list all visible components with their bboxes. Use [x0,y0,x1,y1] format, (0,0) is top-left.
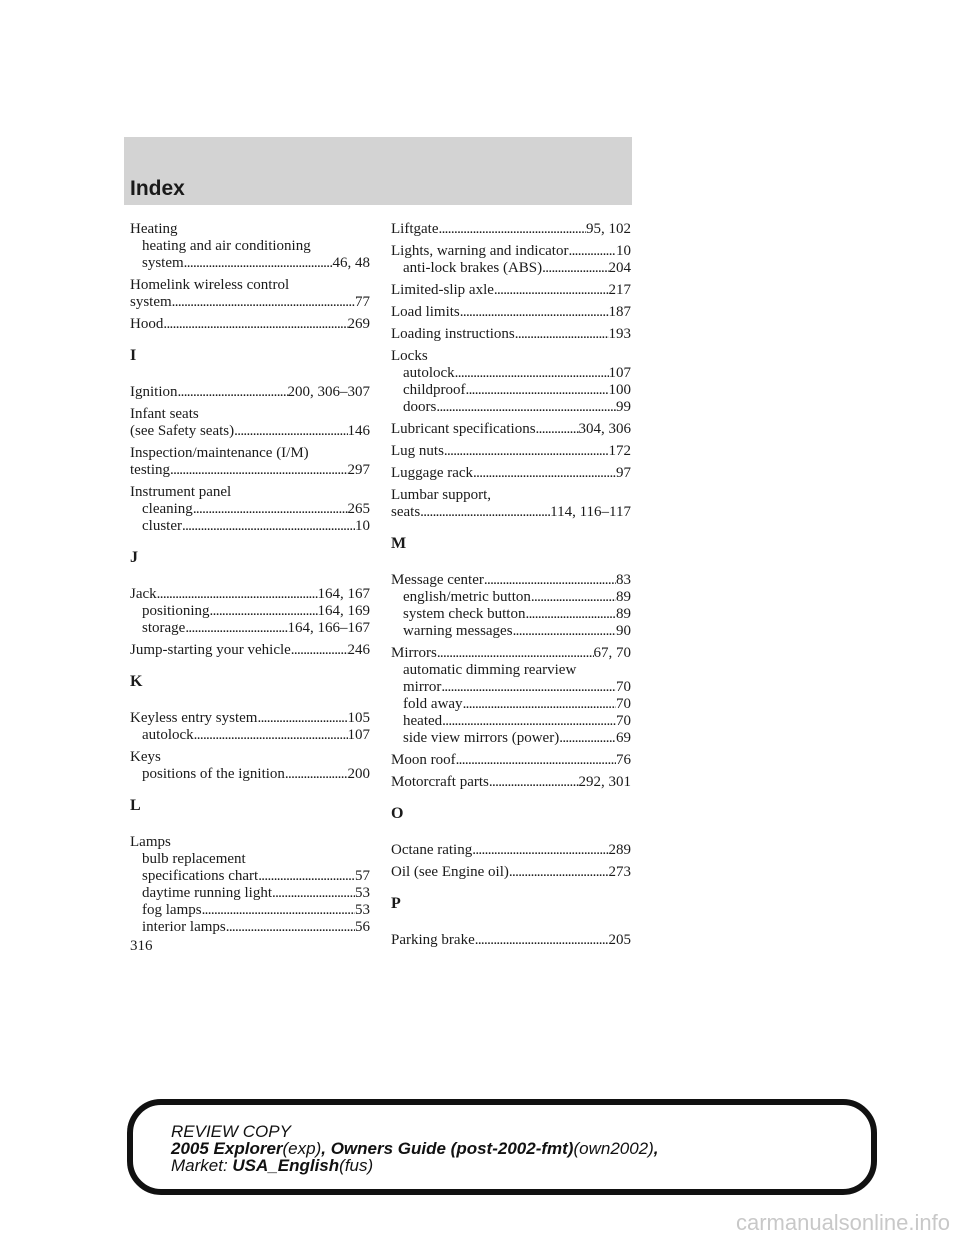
index-page-ref: 107 [347,727,370,743]
leader-dots [472,842,608,859]
index-column-left [130,221,370,941]
page-title: Index [130,177,185,200]
leader-dots [536,421,579,438]
index-term: childproof [403,382,466,398]
index-term: storage [142,620,186,636]
leader-dots [465,382,608,399]
index-entry [391,864,631,881]
index-entry [130,316,370,333]
leader-dots [436,399,616,416]
index-term: automatic dimming rearview [403,662,577,678]
leader-dots [226,919,355,936]
leader-dots [163,316,347,333]
index-term: Jump-starting your vehicle [130,642,291,658]
leader-dots [258,868,355,885]
index-term: Inspection/maintenance (I/M) [130,445,309,461]
index-section-letter: K [130,673,143,690]
index-entry-line [130,406,370,423]
index-column-right [391,221,631,954]
index-page-ref: 57 [355,868,370,884]
index-entry-line [391,774,631,791]
index-page-ref: 56 [355,919,370,935]
leader-dots [185,620,287,637]
index-entry-line [391,752,631,769]
review-line-end: , [653,1139,659,1158]
index-term: bulb replacement [142,851,246,867]
index-subentry-line [130,518,370,535]
index-page-ref: 97 [616,465,631,481]
index-entry-line [391,221,631,238]
index-term: cluster [142,518,182,534]
index-term: fog lamps [142,902,202,918]
index-entry-line [391,572,631,589]
leader-dots [509,864,609,881]
leader-dots [513,623,616,640]
review-market-code: (fus) [339,1156,374,1175]
index-term: daytime running light [142,885,272,901]
review-copy-text [171,1123,659,1174]
index-subentry-line [130,851,370,868]
leader-dots [494,282,609,299]
index-entry-line [130,710,370,727]
index-entry-line [130,586,370,603]
index-subentry-line [130,885,370,902]
index-term: Locks [391,348,428,364]
leader-dots [444,443,609,460]
index-entry-line [391,282,631,299]
index-page-ref: 95, 102 [586,221,631,237]
leader-dots [172,294,355,311]
index-entry [391,572,631,640]
leader-dots [170,462,348,479]
index-page-ref: 70 [616,713,631,729]
index-page-ref: 164, 166–167 [287,620,370,636]
index-page-ref: 269 [347,316,370,332]
index-page-ref: 187 [608,304,631,320]
index-page-ref: 164, 167 [317,586,370,602]
index-term: Lamps [130,834,171,850]
index-subentry-line [391,260,631,277]
leader-dots [193,501,348,518]
index-entry [130,384,370,401]
leader-dots [456,752,616,769]
index-page-ref: 204 [608,260,631,276]
index-entry-line [130,316,370,333]
index-entry [130,749,370,783]
index-entry [130,586,370,637]
review-market: USA_English [232,1156,340,1175]
index-term: doors [403,399,437,415]
index-page-ref: 83 [616,572,631,588]
index-term: Liftgate [391,221,439,237]
leader-dots [515,326,609,343]
leader-dots [525,606,616,623]
index-page-ref: 172 [608,443,631,459]
index-entry [130,642,370,659]
index-term: side view mirrors (power) [403,730,560,746]
page-number: 316 [130,938,153,954]
index-entry [130,406,370,440]
index-entry [391,842,631,859]
index-term: autolock [403,365,455,381]
index-page-ref: 10 [616,243,631,259]
index-term: heating and air conditioning [142,238,311,254]
index-entry [391,443,631,460]
index-page-ref: 99 [616,399,631,415]
index-page-ref: 193 [608,326,631,342]
leader-dots [489,774,579,791]
leader-dots [531,589,616,606]
leader-dots [420,504,550,521]
index-entry-line [130,749,370,766]
leader-dots [475,932,609,949]
index-subentry-line [391,696,631,713]
review-guide-code: (own2002) [573,1139,654,1158]
index-entry [391,487,631,521]
index-term: seats [391,504,421,520]
index-page-ref: 205 [608,932,631,948]
index-subentry-line [130,919,370,936]
index-entry [391,932,631,949]
index-page-ref: 200, 306–307 [287,384,370,400]
index-page-ref: 146 [347,423,370,439]
review-model: 2005 Explorer [171,1139,283,1158]
index-term: Ignition [130,384,178,400]
leader-dots [559,730,616,747]
index-page-ref: 70 [616,679,631,695]
index-page-ref: 10 [355,518,370,534]
index-entry [391,304,631,321]
review-model-code: (exp) [282,1139,322,1158]
index-section-letter: P [391,895,401,912]
leader-dots [455,365,609,382]
index-subentry-line [391,662,631,679]
index-entry [391,774,631,791]
index-term: Message center [391,572,484,588]
index-page-ref: 53 [355,902,370,918]
index-term: Lug nuts [391,443,444,459]
leader-dots [441,679,616,696]
index-subentry-line [391,730,631,747]
index-subentry-line [391,365,631,382]
index-page-ref: 265 [347,501,370,517]
index-subentry-line [130,868,370,885]
leader-dots [442,713,616,730]
index-subentry-line [130,255,370,272]
index-entry [130,445,370,479]
index-page-ref: 100 [608,382,631,398]
index-entry [391,221,631,238]
index-term: interior lamps [142,919,226,935]
index-entry [391,465,631,482]
index-entry-line [391,421,631,438]
index-subentry-line [130,902,370,919]
index-entry-line [391,842,631,859]
leader-dots [437,645,594,662]
index-term: (see Safety seats) [130,423,235,439]
header-band [124,137,632,205]
index-page-ref: 67, 70 [593,645,631,661]
index-page-ref: 46, 48 [332,255,370,271]
review-line-2 [171,1140,659,1157]
index-section-letter: I [130,347,137,364]
index-term: fold away [403,696,463,712]
index-term: english/metric button [403,589,531,605]
index-subentry-line [130,501,370,518]
index-section-letter: O [391,805,404,822]
leader-dots [202,902,355,919]
index-term: Lights, warning and indicator [391,243,569,259]
index-entry [391,243,631,277]
index-term: system check button [403,606,526,622]
index-term: Lubricant specifications [391,421,536,437]
index-page-ref: 105 [347,710,370,726]
index-entry [130,277,370,311]
leader-dots [568,243,616,260]
index-term: mirror [403,679,442,695]
index-entry-line [130,423,370,440]
index-term: specifications chart [142,868,259,884]
index-entry [130,484,370,535]
index-entry [391,348,631,416]
index-section-letter: L [130,797,141,814]
index-entry-line [130,294,370,311]
index-entry-line [130,221,370,238]
index-term: positioning [142,603,210,619]
index-subentry-line [391,589,631,606]
index-entry-line [391,645,631,662]
index-subentry-line [391,382,631,399]
index-entry-line [391,243,631,260]
index-term: Load limits [391,304,460,320]
index-term: Mirrors [391,645,437,661]
review-separator: , [321,1139,331,1158]
index-subentry-line [130,727,370,744]
index-term: warning messages [403,623,513,639]
index-entry [391,282,631,299]
leader-dots [157,586,318,603]
index-entry-line [130,445,370,462]
index-term: Instrument panel [130,484,232,500]
leader-dots [473,465,616,482]
review-copy-box [127,1099,877,1195]
index-term: Homelink wireless control [130,277,290,293]
index-entry-line [391,504,631,521]
index-page-ref: 289 [608,842,631,858]
index-term: Heating [130,221,178,237]
leader-dots [463,696,616,713]
index-entry [130,221,370,272]
index-entry [391,326,631,343]
index-term: anti-lock brakes (ABS) [403,260,543,276]
index-subentry-line [391,606,631,623]
leader-dots [178,384,288,401]
index-section-letter: J [130,549,138,566]
index-term: Limited-slip axle [391,282,494,298]
leader-dots [291,642,348,659]
index-entry-line [391,443,631,460]
index-entry-line [391,932,631,949]
index-entry [391,752,631,769]
index-entry-line [130,484,370,501]
index-term: Hood [130,316,164,332]
index-entry-line [130,462,370,479]
watermark: carmanualsonline.info [735,1210,950,1235]
index-entry [130,710,370,744]
index-term: Infant seats [130,406,199,422]
leader-dots [285,766,348,783]
index-entry [391,645,631,747]
index-page-ref: 70 [616,696,631,712]
index-entry-line [391,304,631,321]
leader-dots [460,304,609,321]
index-entry [391,421,631,438]
index-page-ref: 200 [347,766,370,782]
index-page-ref: 304, 306 [578,421,631,437]
index-page-ref: 273 [608,864,631,880]
index-entry-line [391,487,631,504]
index-term: Motorcraft parts [391,774,489,790]
index-page-ref: 89 [616,606,631,622]
index-subentry-line [130,766,370,783]
index-subentry-line [391,679,631,696]
index-entry-line [130,384,370,401]
index-term: Luggage rack [391,465,474,481]
index-term: heated [403,713,443,729]
index-subentry-line [130,603,370,620]
index-term: Octane rating [391,842,473,858]
leader-dots [542,260,608,277]
index-page-ref: 76 [616,752,631,768]
index-term: Moon roof [391,752,456,768]
index-entry-line [391,864,631,881]
leader-dots [484,572,616,589]
index-subentry-line [391,399,631,416]
index-term: Jack [130,586,157,602]
index-page-ref: 297 [347,462,370,478]
leader-dots [210,603,318,620]
leader-dots [272,885,355,902]
index-entry [130,834,370,936]
leader-dots [257,710,347,727]
leader-dots [194,727,348,744]
index-term: autolock [142,727,194,743]
index-term: Oil (see Engine oil) [391,864,509,880]
index-term: testing [130,462,170,478]
index-page-ref: 292, 301 [578,774,631,790]
review-market-label: Market: [171,1156,233,1175]
index-page-ref: 53 [355,885,370,901]
index-entry-line [130,277,370,294]
index-page-ref: 246 [347,642,370,658]
index-page-ref: 90 [616,623,631,639]
index-page-ref: 69 [616,730,631,746]
index-term: Parking brake [391,932,475,948]
index-page-ref: 217 [608,282,631,298]
index-subentry-line [130,238,370,255]
leader-dots [438,221,586,238]
index-term: Lumbar support, [391,487,491,503]
index-subentry-line [391,713,631,730]
review-line-1: REVIEW COPY [171,1122,291,1141]
index-entry-line [391,326,631,343]
review-line-3 [171,1157,659,1174]
leader-dots [184,255,333,272]
index-subentry-line [391,623,631,640]
index-page-ref: 164, 169 [317,603,370,619]
review-guide: Owners Guide (post-2002-fmt) [330,1139,574,1158]
index-term: Keyless entry system [130,710,258,726]
index-page-ref: 114, 116–117 [550,504,631,520]
index-term: Keys [130,749,161,765]
index-term: Loading instructions [391,326,515,342]
index-section-letter: M [391,535,407,552]
leader-dots [182,518,355,535]
index-page-ref: 77 [355,294,370,310]
index-term: cleaning [142,501,193,517]
index-term: positions of the ignition [142,766,285,782]
leader-dots [234,423,347,440]
index-page-ref: 107 [608,365,631,381]
index-entry-line [130,642,370,659]
index-entry-line [391,348,631,365]
index-entry-line [391,465,631,482]
index-subentry-line [130,620,370,637]
index-term: system [142,255,184,271]
index-term: system [130,294,172,310]
index-page-ref: 89 [616,589,631,605]
index-entry-line [130,834,370,851]
